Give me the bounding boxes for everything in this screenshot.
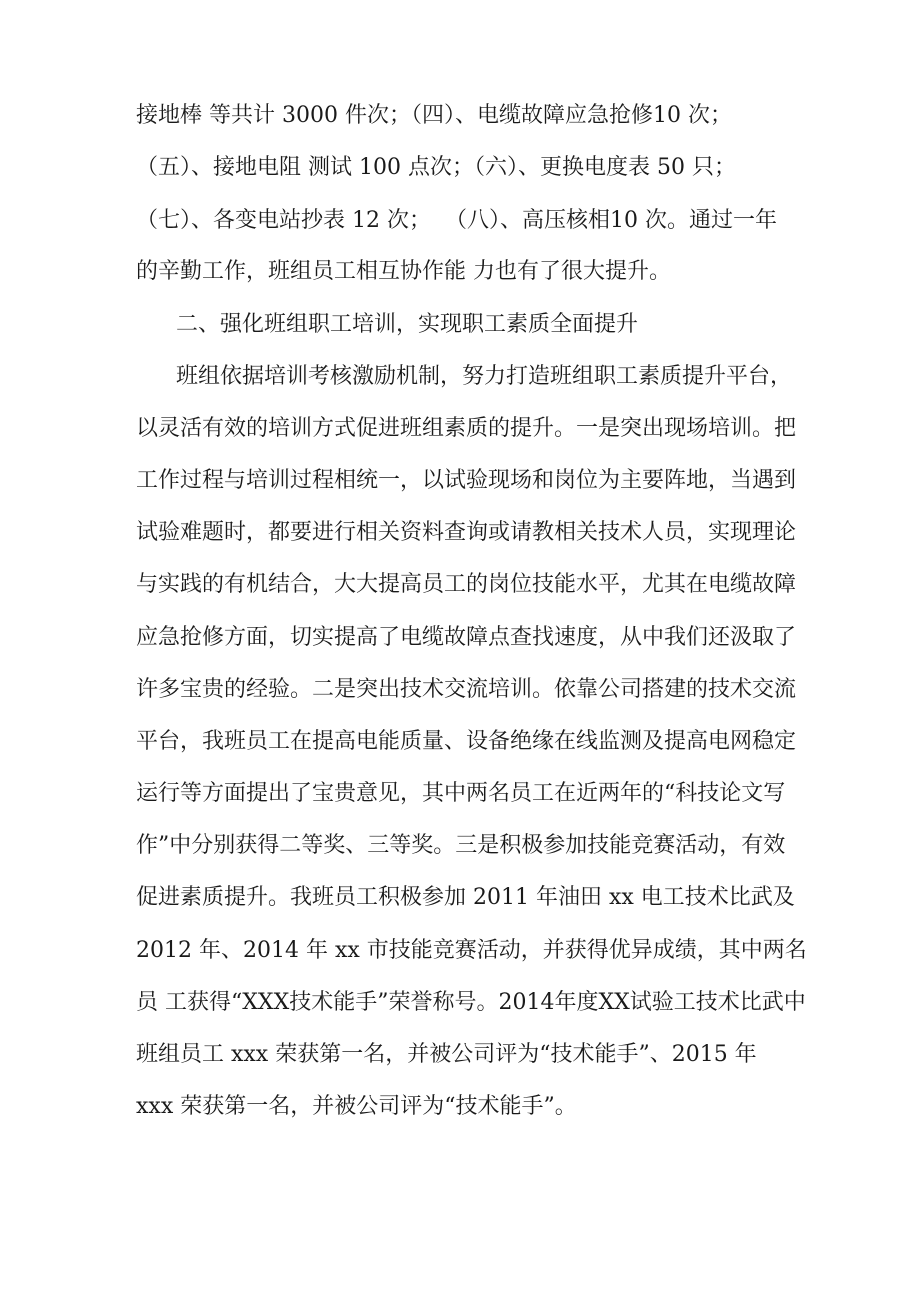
text-line-9: 试验难题时，都要进行相关资料查询或请教相关技术人员，实现理论 bbox=[136, 520, 797, 545]
section-heading: 二、强化班组职工培训，实现职工素质全面提升 bbox=[176, 312, 639, 337]
text-line-12: 许多宝贵的经验。二是突出技术交流培训。依靠公司搭建的技术交流 bbox=[136, 677, 797, 702]
text-line-18: 员 工获得“XXX技术能手”荣誉称号。2014年度XX试验工技术比武中 bbox=[136, 990, 806, 1015]
text-line-19: 班组员工 xxx 荣获第一名，并被公司评为“技术能手”、2015 年 bbox=[136, 1042, 757, 1067]
text-line-4: 的辛勤工作，班组员工相互协作能 力也有了很大提升。 bbox=[136, 259, 671, 284]
text-line-13: 平台，我班员工在提高电能质量、设备绝缘在线监测及提高电网稳定 bbox=[136, 729, 797, 754]
text-line-8: 工作过程与培训过程相统一，以试验现场和岗位为主要阵地，当遇到 bbox=[136, 468, 797, 493]
text-line-16: 促进素质提升。我班员工积极参加 2011 年油田 xx 电工技术比武及 bbox=[136, 885, 795, 910]
text-line-6: 班组依据培训考核激励机制，努力打造班组职工素质提升平台， bbox=[176, 364, 793, 389]
text-line-20: xxx 荣获第一名，并被公司评为“技术能手”。 bbox=[136, 1094, 577, 1119]
text-line-3: （七）、各变电站抄表 12 次； （八）、高压核相10 次。通过一年 bbox=[136, 208, 777, 233]
text-line-10: 与实践的有机结合，大大提高员工的岗位技能水平，尤其在电缆故障 bbox=[136, 572, 797, 597]
text-line-2: （五）、接地电阻 测试 100 点次；（六）、更换电度表 50 只； bbox=[136, 155, 736, 180]
text-line-15: 作”中分别获得二等奖、三等奖。三是积极参加技能竞赛活动，有效 bbox=[136, 833, 786, 858]
text-line-7: 以灵活有效的培训方式促进班组素质的提升。一是突出现场培训。把 bbox=[136, 416, 797, 441]
text-line-11: 应急抢修方面，切实提高了电缆故障点查找速度，从中我们还汲取了 bbox=[136, 625, 797, 650]
text-line-1: 接地棒 等共计 3000 件次；（四）、电缆故障应急抢修10 次； bbox=[136, 103, 732, 128]
text-line-17: 2012 年、2014 年 xx 市技能竞赛活动，并获得优异成绩，其中两名 bbox=[136, 938, 807, 963]
text-line-14: 运行等方面提出了宝贵意见，其中两名员工在近两年的“科技论文写 bbox=[136, 781, 786, 806]
